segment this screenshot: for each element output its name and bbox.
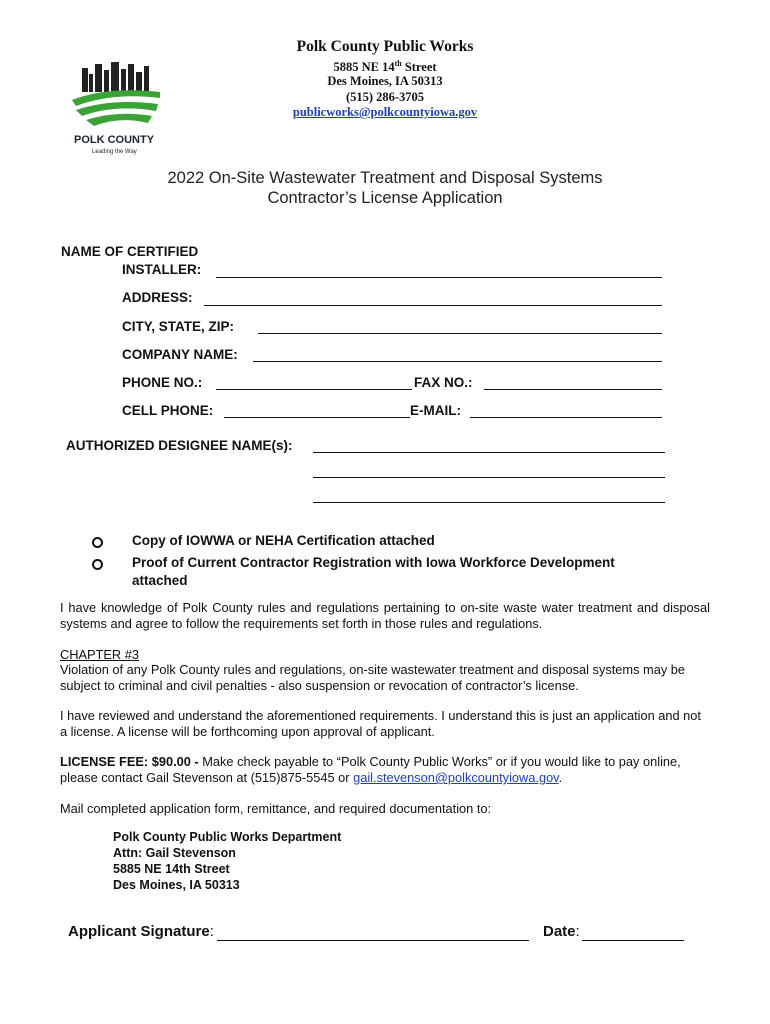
company-name-label: COMPANY NAME: — [122, 347, 238, 362]
license-fee-paragraph: LICENSE FEE: $90.00 - Make check payable to “Polk County Public Works” or if you would like to pay online, please contact Gail Stevenson at (515)875-5545 or gail.stevenson@polkcountyiowa.gov. — [60, 754, 681, 785]
mailing-line-1: Polk County Public Works Department — [113, 830, 342, 844]
signature-field[interactable] — [217, 940, 529, 941]
checklist-bullet-icon[interactable] — [92, 537, 103, 548]
email-field[interactable] — [470, 417, 662, 418]
chapter-heading: CHAPTER #3 — [60, 647, 139, 662]
phone-field[interactable] — [216, 389, 412, 390]
form-title-line2: Contractor’s License Application — [267, 189, 503, 207]
org-phone: (515) 286-3705 — [345, 90, 425, 104]
reviewed-paragraph: I have reviewed and understand the aforementioned requirements. I understand this is just an application and not a license. A license will be forthcoming upon approval of applicant. — [60, 708, 701, 739]
cell-phone-field[interactable] — [224, 417, 410, 418]
mailing-line-2: Attn: Gail Stevenson — [113, 846, 236, 860]
designee-field-3[interactable] — [313, 502, 665, 503]
company-name-field[interactable] — [253, 361, 662, 362]
cell-phone-label: CELL PHONE: — [122, 403, 214, 418]
mailing-line-4: Des Moines, IA 50313 — [113, 878, 240, 892]
phone-label: PHONE NO.: — [122, 375, 203, 390]
city-state-zip-label: CITY, STATE, ZIP: — [122, 319, 235, 334]
date-label: Date: — [543, 923, 580, 940]
knowledge-paragraph: I have knowledge of Polk County rules and regulations pertaining to on-site waste water treatment and disposal systems and agree to follow the requirements set forth in those rules and regulations. — [60, 600, 710, 631]
fee-email-link[interactable]: gail.stevenson@polkcountyiowa.gov — [353, 770, 559, 785]
designee-field-1[interactable] — [313, 452, 665, 453]
org-email-link[interactable]: publicworks@polkcountyiowa.gov — [292, 105, 478, 119]
installer-label-1: NAME OF CERTIFIED — [61, 244, 199, 259]
violation-paragraph: Violation of any Polk County rules and regulations, on-site wastewater treatment and disposal systems may be subject to criminal and civil penalties - also suspension or revocation of contractor’s license. — [60, 662, 686, 693]
checklist-item-certification: Copy of IOWWA or NEHA Certification attached — [132, 533, 435, 548]
address-label: ADDRESS: — [122, 290, 193, 305]
org-street: 5885 NE 14th Street — [333, 59, 437, 75]
installer-label-2: INSTALLER: — [122, 262, 202, 277]
address-field[interactable] — [204, 305, 662, 306]
designee-label: AUTHORIZED DESIGNEE NAME(s): — [66, 438, 293, 453]
org-city: Des Moines, IA 50313 — [327, 74, 443, 88]
signature-label: Applicant Signature: — [68, 923, 214, 940]
logo-tagline: Leading the Way — [92, 149, 137, 155]
checklist-item-registration: Proof of Current Contractor Registration with Iowa Workforce Development — [132, 555, 615, 570]
date-field[interactable] — [582, 940, 684, 941]
mailing-line-3: 5885 NE 14th Street — [113, 862, 230, 876]
fax-label: FAX NO.: — [414, 375, 473, 390]
installer-field[interactable] — [216, 277, 662, 278]
form-title-line1: 2022 On-Site Wastewater Treatment and Disposal Systems — [167, 169, 603, 187]
checklist-bullet-icon[interactable] — [92, 559, 103, 570]
designee-field-2[interactable] — [313, 477, 665, 478]
org-name: Polk County Public Works — [296, 38, 474, 55]
logo-text: POLK COUNTY — [74, 134, 155, 146]
city-state-zip-field[interactable] — [258, 333, 662, 334]
checklist-item-registration-cont: attached — [132, 573, 188, 588]
email-label: E-MAIL: — [410, 403, 461, 418]
mail-intro: Mail completed application form, remittance, and required documentation to: — [60, 801, 492, 816]
fax-field[interactable] — [484, 389, 662, 390]
